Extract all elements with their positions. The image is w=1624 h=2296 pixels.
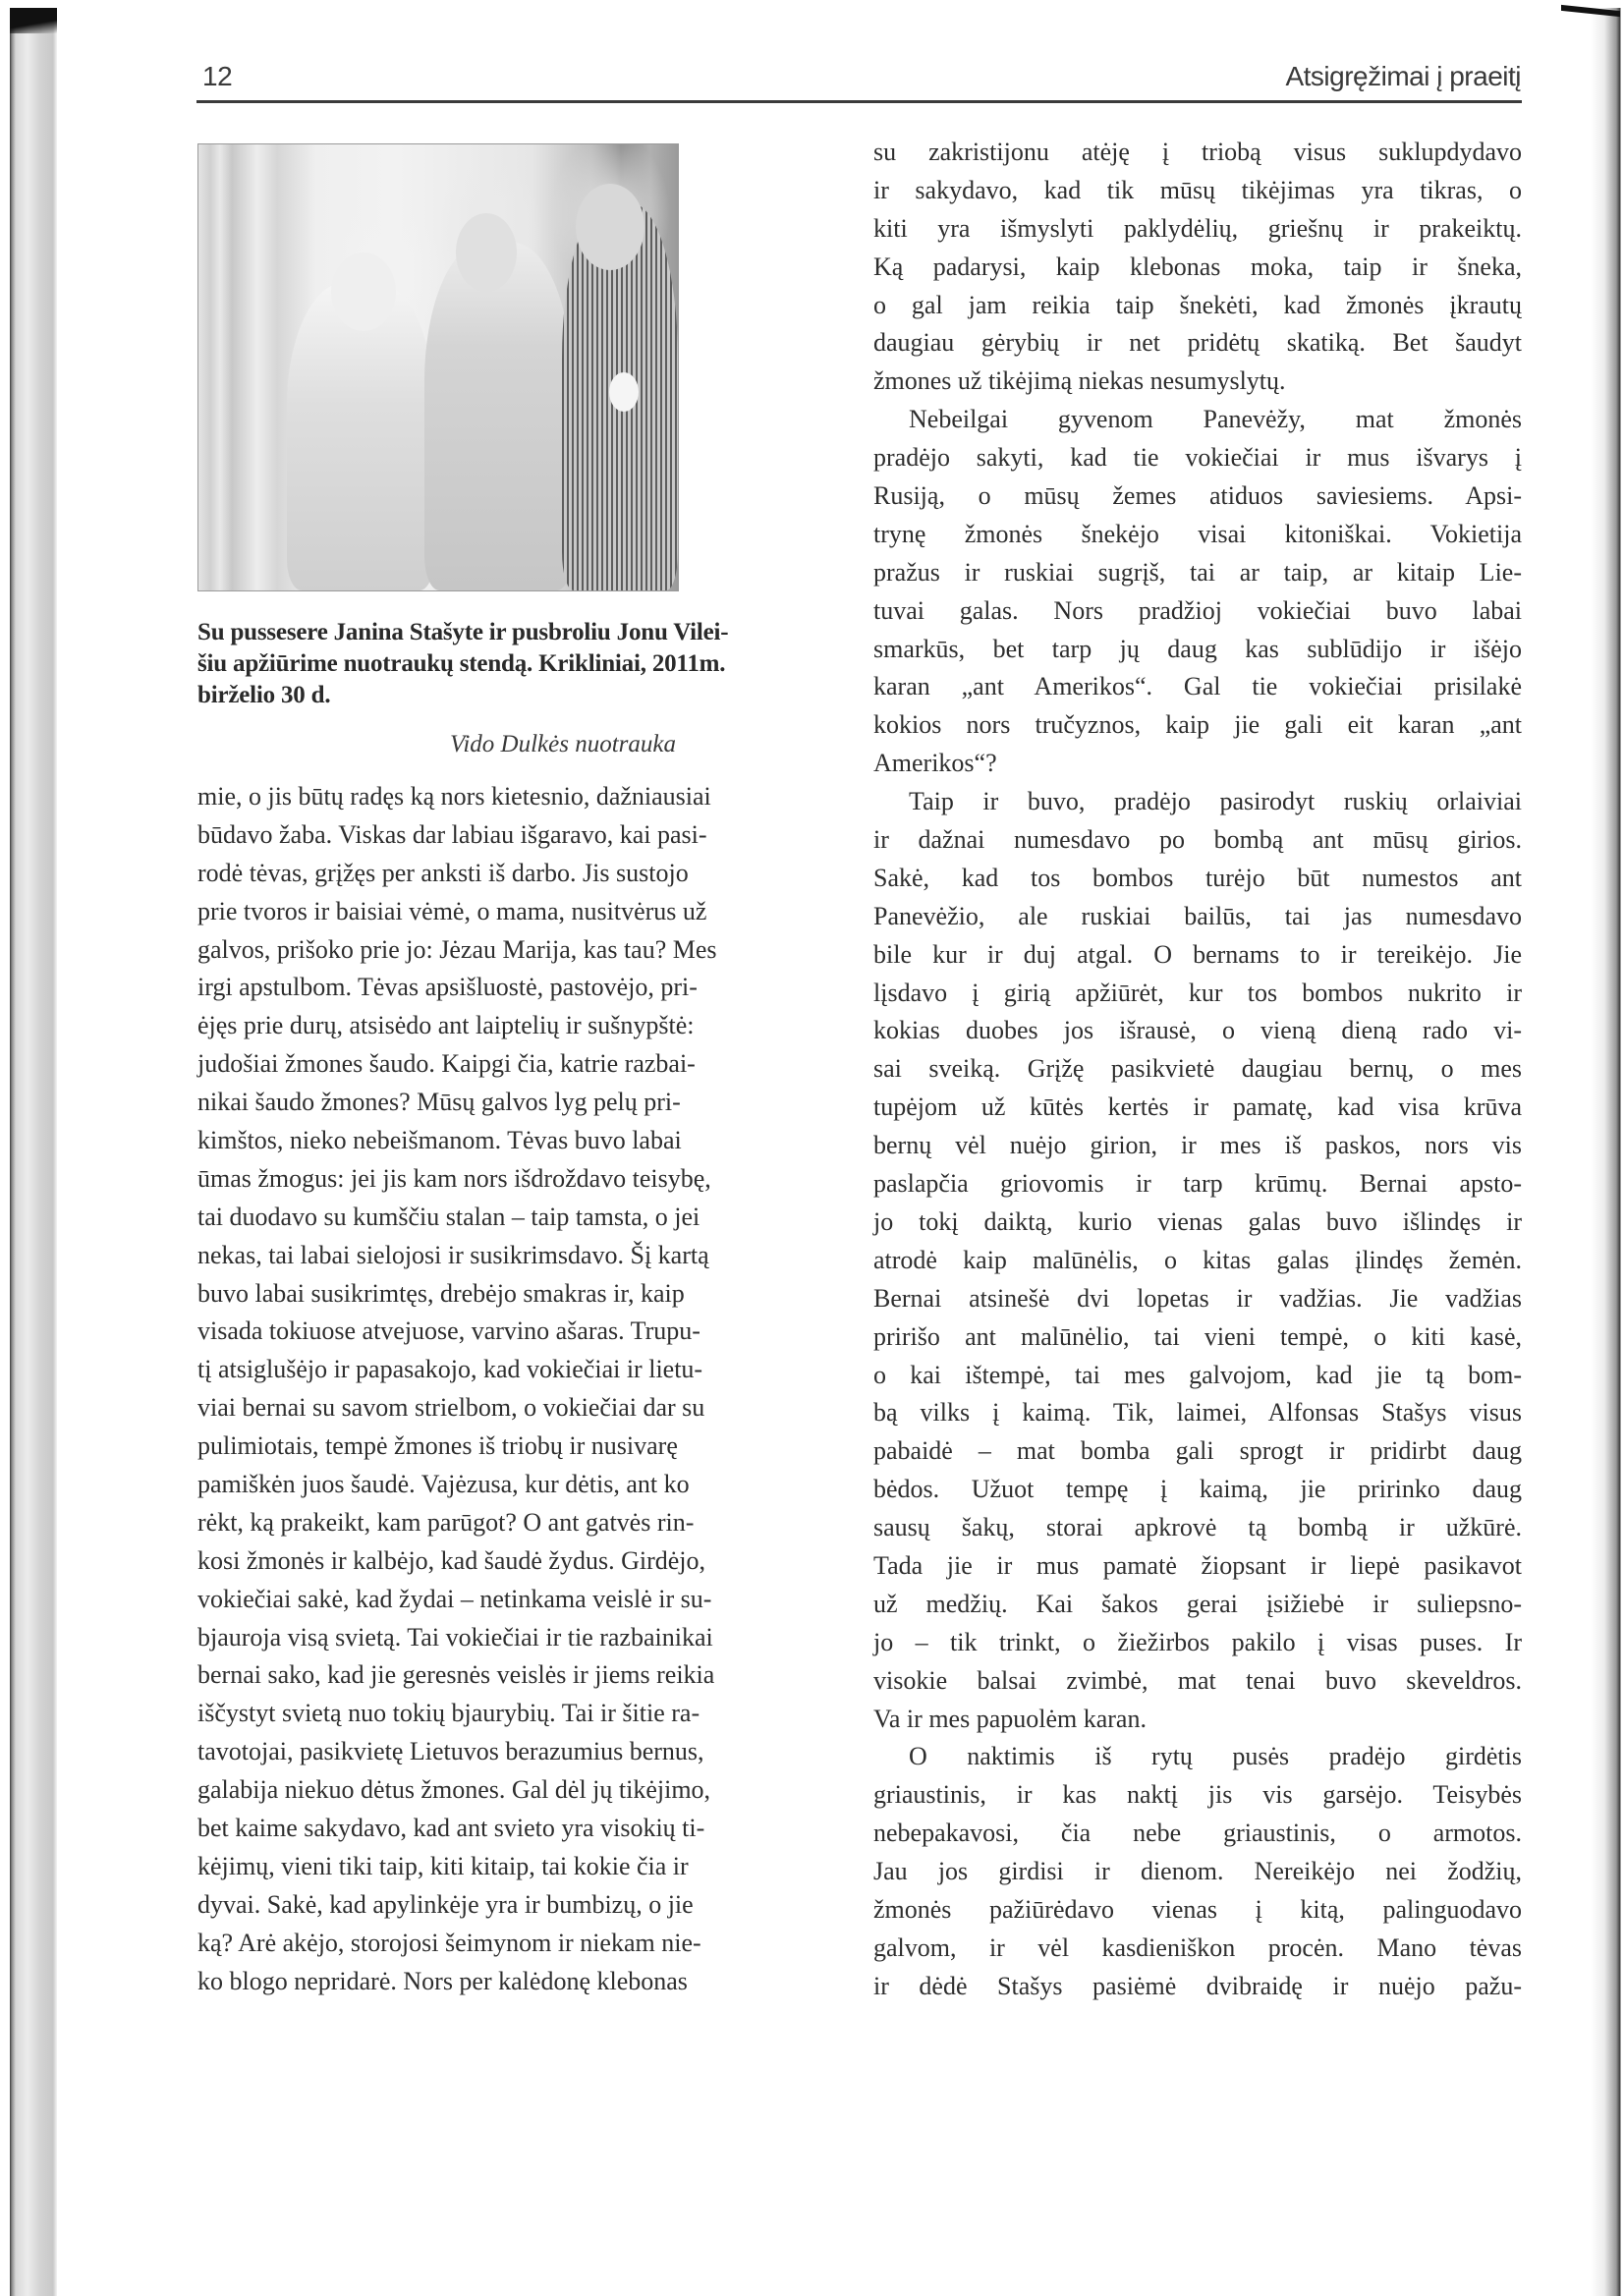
text-line: bjauroja visą svietą. Tai vokiečiai ir tie razbainikai [197, 1622, 713, 1652]
text-line: ir dėdė Stašys pasiėmė dvibraidę ir nuėjo pažu- [873, 1971, 1522, 2000]
text-line: atrodė kaip malūnėlis, o kitas galas įlindęs žemėn. [873, 1245, 1522, 1274]
text-line: pririšo ant malūnėlio, tai vieni tempė, o kiti kasė, [873, 1321, 1522, 1351]
text-line: ėjęs prie durų, atsisėdo ant laiptelių ir sušnypštė: [197, 1011, 695, 1040]
paragraph-first-line: Taip ir buvo, pradėjo pasirodyt ruskių orlaiviai [909, 787, 1522, 816]
photo-figure-man-center [424, 243, 572, 590]
text-line: pabaidė – mat bomba gali sprogt ir pridirbt daug [873, 1436, 1522, 1466]
text-line: bet kaime sakydavo, kad ant svieto yra visokių ti- [197, 1814, 705, 1843]
text-line: visada tokiuose atvejuose, varvino ašaras. Trupu- [197, 1316, 700, 1346]
text-line: galvos, prišoko prie jo: Jėzau Marija, kas tau? Mes [197, 934, 717, 964]
text-line: sai sveiką. Grįžę pasikvietė daugiau bernų, o mes [873, 1054, 1522, 1084]
photo-three-elderly-people [197, 143, 679, 591]
text-line: kėjimų, vieni tiki taip, kiti kitaip, tai kokie čia ir [197, 1851, 689, 1880]
text-line: Bernai atsinešė dvi lopetas ir vadžias. Jie vadžias [873, 1283, 1522, 1313]
text-line: bile kur ir duj atgal. O bernams to ir tereikėjo. Jie [873, 939, 1522, 969]
text-line: nebepakavosi, čia nebe griaustinis, o armotos. [873, 1819, 1522, 1848]
text-line: bernai sako, kad jie geresnės veislės ir jiems reikia [197, 1660, 715, 1690]
photo-rosette-badge [609, 372, 639, 412]
text-line: tupėjom už kūtės kertės ir pamatę, kad visa krūva [873, 1092, 1522, 1122]
text-line: galvom, ir vėl kasdieniškon procėn. Mano tėvas [873, 1932, 1522, 1962]
text-line: žmonės pažiūrėdavo vienas į kitą, palinguodavo [873, 1894, 1522, 1924]
text-line: ir dažnai numesdavo po bombą ant mūsų girios. [873, 825, 1522, 855]
text-line: viai bernai su savom strielbom, o vokiečiai dar su [197, 1393, 705, 1423]
running-header [196, 57, 1521, 96]
text-line: kokios nors tručyznos, kaip jie gali eit karan „ant [873, 710, 1522, 740]
text-line: ko blogo nepridarė. Nors per kalėdonę klebonas [197, 1966, 688, 1995]
text-line: karan „ant Amerikos“. Gal tie vokiečiai prisilakė [873, 672, 1522, 701]
text-column-left [197, 778, 717, 2001]
text-line: pražus ir ruskiai sugrįš, tai ar taip, ar kitaip Lie- [873, 557, 1522, 587]
photo-credit: Vido Dulkės nuotrauka [449, 731, 676, 757]
text-line: ūmas žmogus: jei jis kam nors išdroždavo teisybę, [197, 1163, 711, 1193]
text-line: Ką padarysi, kaip klebonas moka, taip ir šneka, [873, 252, 1522, 281]
text-line: jo – tik trinkt, o žiežirbos pakilo į visas puses. Ir [873, 1627, 1522, 1656]
photo-caption [197, 617, 729, 711]
text-line: smarkūs, bet tarp jų daug kas sublūdijo ir išėjo [873, 634, 1522, 663]
text-line: Amerikos“? [873, 749, 997, 778]
text-line: kokias duobes jos išrausė, o vieną dieną rado vi- [873, 1016, 1522, 1045]
text-line: buvo labai susikrimtęs, drebėjo smakras ir, kaip [197, 1278, 685, 1308]
text-line: Panevėžio, ale ruskiai bailūs, tai jas numesdavo [873, 901, 1522, 930]
text-line: paslapčia griovomis ir tarp krūmų. Bernai apsto- [873, 1169, 1522, 1199]
page-edge-shadow [1591, 8, 1624, 2296]
page-number: 12 [202, 61, 233, 91]
text-line: sausų šakų, storai apkrovė tą bombą ir užkūrė. [873, 1513, 1522, 1542]
text-line: tavotojai, pasikvietę Lietuvos berazumius bernus, [197, 1737, 704, 1766]
text-line: galabija niekuo dėtus žmones. Gal dėl jų tikėjimo, [197, 1775, 711, 1805]
running-title: Atsigręžimai į praeitį [1285, 61, 1521, 91]
text-line: griaustinis, ir kas naktį jis vis garsėjo. Teisybės [873, 1780, 1522, 1810]
text-line: ką? Arė akėjo, storojosi šeimynom ir niekam nie- [197, 1928, 701, 1957]
text-line: bernų vėl nuėjo girion, ir mes iš paskos, nors vis [873, 1131, 1522, 1160]
text-column-right [873, 134, 1522, 2006]
text-line: o kai ištempė, tai mes galvojom, kad jie tą bom- [873, 1360, 1522, 1389]
text-line: daugiau gėrybių ir net pridėtų skatiką. Bet šaudyt [873, 328, 1522, 358]
text-line: pamiškėn juos šaudė. Vajėzusa, kur dėtis, ant ko [197, 1470, 690, 1499]
text-line: bą vilks į kaimą. Tik, laimei, Alfonsas Stašys visus [873, 1398, 1522, 1428]
text-line: nikai šaudo žmones? Mūsų galvos lyg pelų pri- [197, 1088, 681, 1117]
text-line: ir sakydavo, kad tik mūsų tikėjimas yra tikras, o [873, 175, 1522, 204]
text-line: Rusiją, o mūsų žemes atiduos saviesiems. Apsi- [873, 481, 1522, 511]
caption-line: Su pussesere Janina Stašyte ir pusbroliu Jonu Vilei- [197, 619, 729, 645]
photo-head-man-center [456, 213, 517, 292]
text-line: kiti yra išmyslyti paklydėlių, griešnų ir prakeiktų. [873, 213, 1522, 243]
text-line: kosi žmonės ir kalbėjo, kad šaudė žydus. Girdėjo, [197, 1545, 705, 1575]
text-line: irgi apstulbom. Tėvas apsišluostė, pastovėjo, pri- [197, 973, 698, 1002]
photo-head-man-right [576, 184, 644, 270]
text-line: Tada jie ir mus pamatė žiopsant ir liepė pasikavot [873, 1550, 1522, 1580]
photo-head-woman [331, 252, 396, 331]
text-line: tai duodavo su kumščiu stalan – taip tamsta, o jei [197, 1202, 700, 1231]
paragraph-first-line: O naktimis iš rytų pusės pradėjo girdėtis [909, 1742, 1522, 1771]
text-line: o gal jam reikia taip šnekėti, kad žmonės įkrautų [873, 290, 1522, 319]
text-line: iščystyt svietą nuo tokių bjaurybių. Tai ir šitie ra- [197, 1699, 700, 1728]
paragraph-first-line: Nebeilgai gyvenom Panevėžy, mat žmonės [909, 405, 1522, 434]
text-line: tuvai galas. Nors pradžioj vokiečiai buvo labai [873, 595, 1522, 625]
text-line: tį atsiglušėjo ir papasakojo, kad vokiečiai ir lietu- [197, 1355, 703, 1384]
text-line: nekas, tai labai sielojosi ir susikrimsdavo. Šį kartą [197, 1240, 709, 1269]
text-line: būdavo žaba. Viskas dar labiau išgaravo, kai pasi- [197, 819, 707, 849]
caption-line: birželio 30 d. [197, 682, 331, 708]
text-line: rėkt, ką prakeikt, kam parūgot? O ant gatvės rin- [197, 1507, 695, 1537]
text-line: lįsdavo į girią apžiūrėt, kur tos bombos nukrito ir [873, 978, 1522, 1007]
text-line: rodė tėvas, grįžęs per anksti iš darbo. Jis sustojo [197, 858, 689, 887]
text-line: už medžių. Kai šakos gerai įsižiebė ir suliepsno- [873, 1589, 1522, 1618]
text-line: mie, o jis būtų radęs ką nors kietesnio, dažniausiai [197, 782, 711, 811]
text-line: prie tvoros ir baisiai vėmė, o mama, nusitvėrus už [197, 896, 707, 925]
text-line: Sakė, kad tos bombos turėjo būt numestos ant [873, 863, 1522, 892]
text-line: visokie balsai zvimbė, mat tenai buvo skeveldros. [873, 1665, 1522, 1695]
text-line: žmones už tikėjimą niekas nesumyslytų. [873, 366, 1286, 396]
header-rule [196, 100, 1522, 103]
text-line: pulimiotais, tempė žmones iš triobų ir nusivarę [197, 1431, 678, 1461]
text-line: pradėjo sakyti, kad tie vokiečiai ir mus išvarys į [873, 443, 1522, 473]
caption-line: šiu apžiūrime nuotraukų stendą. Krikliniai, 2011m. [197, 650, 726, 677]
text-line: Va ir mes papuolėm karan. [873, 1704, 1147, 1733]
text-line: vokiečiai sakė, kad žydai – netinkama veislė ir su- [197, 1584, 712, 1613]
text-line: judošiai žmones šaudo. Kaipgi čia, katrie razbai- [197, 1049, 696, 1079]
text-line: trynę žmonės šnekėjo visai kitoniškai. Vokietija [873, 519, 1522, 548]
text-line: dyvai. Sakė, kad apylinkėje yra ir bumbizų, o jie [197, 1889, 694, 1919]
text-line: kimštos, nieko nebeišmanom. Tėvas buvo labai [197, 1126, 682, 1155]
text-line: su zakristijonu atėję į triobą visus suklupdydavo [873, 138, 1522, 166]
text-line: Jau jos girdisi ir dienom. Nereikėjo nei žodžių, [873, 1857, 1522, 1886]
text-line: bėdos. Užuot tempę į kaimą, jie pririnko daug [873, 1475, 1522, 1504]
book-binding-shadow [10, 8, 57, 2296]
text-line: jo tokį daiktą, kurio vienas galas buvo išlindęs ir [873, 1206, 1522, 1236]
